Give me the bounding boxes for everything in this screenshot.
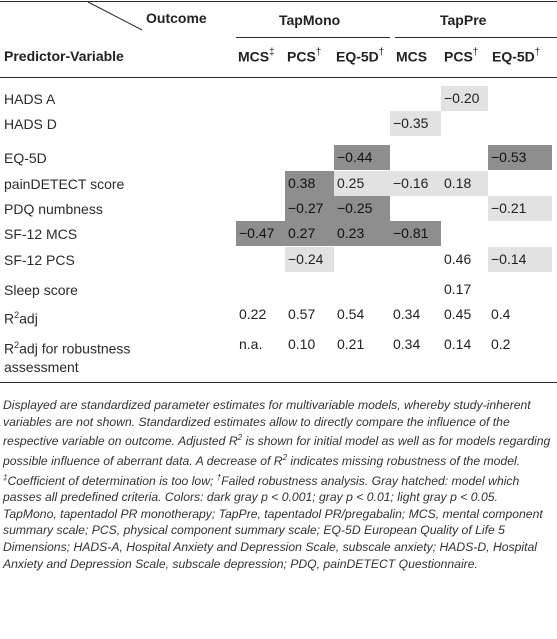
table-cell (390, 247, 441, 272)
table-bottom-rule (0, 382, 557, 383)
table-cell (488, 277, 552, 302)
table-cell (441, 111, 488, 136)
table-cell: 0.38 (285, 171, 334, 196)
row-label: PDQ numbness (4, 201, 103, 217)
table-cell: −0.24 (285, 247, 334, 272)
table-cell: −0.27 (285, 196, 334, 221)
predictor-header: Predictor-Variable (4, 48, 124, 64)
table-cell: −0.35 (390, 111, 441, 136)
table-cell: −0.16 (390, 171, 441, 196)
table-cell (285, 86, 334, 111)
column-header-0: MCS‡ (238, 47, 275, 65)
table-cell (236, 86, 285, 111)
table-cell (285, 145, 334, 170)
table-cell: 0.23 (334, 221, 390, 246)
table-row (0, 277, 557, 302)
table-cell (488, 221, 552, 246)
row-label: $R^2adj$ for robustness assessment (4, 340, 131, 375)
table-cell (390, 145, 441, 170)
table-cell: 0.46 (444, 251, 472, 267)
notes-paragraph-1: Displayed are standardized parameter estimates for multivariable models, whereby study-inherent variables are not shown. Standardized estimates allow to directly compare the influence of the respective variable on outcome. Adjusted $R^2$ is shown for initial model as well as for models regarding possible influence of aberrant data. A decrease of $R^2$ indicates missing robustness of the model. ‡Coefficient of determination is too low; †Failed robustness analysis. Gray hatched: model which passes all predefined criteria. Colors: dark gray p < 0.001; gray p < 0.01; light gray p < 0.05. (3, 398, 551, 505)
table-cell: 0.45 (444, 306, 472, 322)
table-cell: 0.22 (239, 306, 267, 322)
notes-paragraph-2: TapMono, tapentadol PR monotherapy; TapPre, tapentadol PR/pregabalin; MCS, mental component summary scale; PCS, physical component summary scale; EQ-5D European Quality of Life 5 Dimensions; HADS-A, Hospital Anxiety and Depression Scale, subscale anxiety; HADS-D, Hospital Anxiety and Depression Scale, subscale depression; PDQ, painDETECT Questionnaire. (3, 506, 543, 571)
table-cell (285, 277, 334, 302)
table-row (0, 145, 557, 170)
header-bottom-rule (0, 77, 557, 78)
table-cell (236, 111, 285, 136)
row-label: HADS A (4, 91, 56, 107)
table-cell: −0.14 (488, 247, 552, 272)
table-cell (441, 145, 488, 170)
table-cell: 0.4 (491, 306, 511, 322)
table-cell: 0.18 (441, 171, 488, 196)
table-cell: −0.53 (488, 145, 552, 170)
table-cell: 0.27 (285, 221, 334, 246)
table-cell (441, 196, 488, 221)
table-row (0, 171, 557, 196)
table-cell (334, 111, 390, 136)
table-cell (334, 86, 390, 111)
row-label: EQ-5D (4, 150, 47, 166)
table-cell (390, 277, 441, 302)
column-header-4: PCS† (444, 47, 479, 65)
table-cell (488, 171, 552, 196)
table-cell: 0.57 (288, 306, 316, 322)
table-cell (334, 247, 390, 272)
row-label: painDETECT score (4, 176, 125, 192)
outcome-header: Outcome (146, 10, 207, 26)
table-cell: 0.10 (288, 336, 316, 352)
column-header-2: EQ-5D† (336, 47, 385, 65)
row-label: SF-12 MCS (4, 226, 78, 242)
table-cell: 0.14 (444, 336, 472, 352)
table-cell: 0.54 (337, 306, 365, 322)
table-row (0, 302, 557, 327)
table-cell (236, 145, 285, 170)
row-label: $R^2adj$ (4, 310, 38, 327)
table-cell: −0.25 (334, 196, 390, 221)
group-tapmono-header: TapMono (279, 12, 341, 28)
table-cell (285, 111, 334, 136)
table-cell (236, 247, 285, 272)
tappre-subrule (395, 37, 557, 38)
table-cell: −0.21 (488, 196, 552, 221)
header-diagonal-line (0, 0, 160, 40)
column-header-1: PCS† (287, 47, 322, 65)
table-cell: −0.81 (390, 221, 441, 246)
table-row (0, 196, 557, 221)
table-cell (334, 277, 390, 302)
column-header-3: MCS (396, 48, 428, 65)
table-cell (236, 277, 285, 302)
table-row (0, 86, 557, 111)
table-notes (3, 397, 555, 572)
table-cell: 0.25 (334, 171, 390, 196)
row-label: Sleep score (4, 282, 78, 298)
row-label: HADS D (4, 116, 57, 132)
table-cell: 0.34 (393, 306, 421, 322)
group-tappre-header: TapPre (440, 12, 487, 28)
row-label: SF-12 PCS (4, 252, 75, 268)
table-cell: 0.21 (337, 336, 365, 352)
table-row (0, 111, 557, 136)
table-row (0, 221, 557, 246)
table-cell (390, 86, 441, 111)
table-cell: n.a. (239, 336, 263, 352)
column-header-5: EQ-5D† (492, 47, 541, 65)
table-cell: 0.2 (491, 336, 511, 352)
table-cell (236, 196, 285, 221)
table-cell: 0.34 (393, 336, 421, 352)
table-cell: −0.47 (236, 221, 285, 246)
table-row (0, 247, 557, 272)
table-cell (488, 111, 552, 136)
table-cell: −0.44 (334, 145, 390, 170)
table-cell (390, 196, 441, 221)
table-cell (441, 221, 488, 246)
tapmono-subrule (236, 37, 390, 38)
table-cell: 0.17 (444, 281, 472, 297)
table-cell (236, 171, 285, 196)
table-cell (488, 86, 552, 111)
table-cell: −0.20 (441, 86, 488, 111)
table-row (0, 332, 557, 375)
